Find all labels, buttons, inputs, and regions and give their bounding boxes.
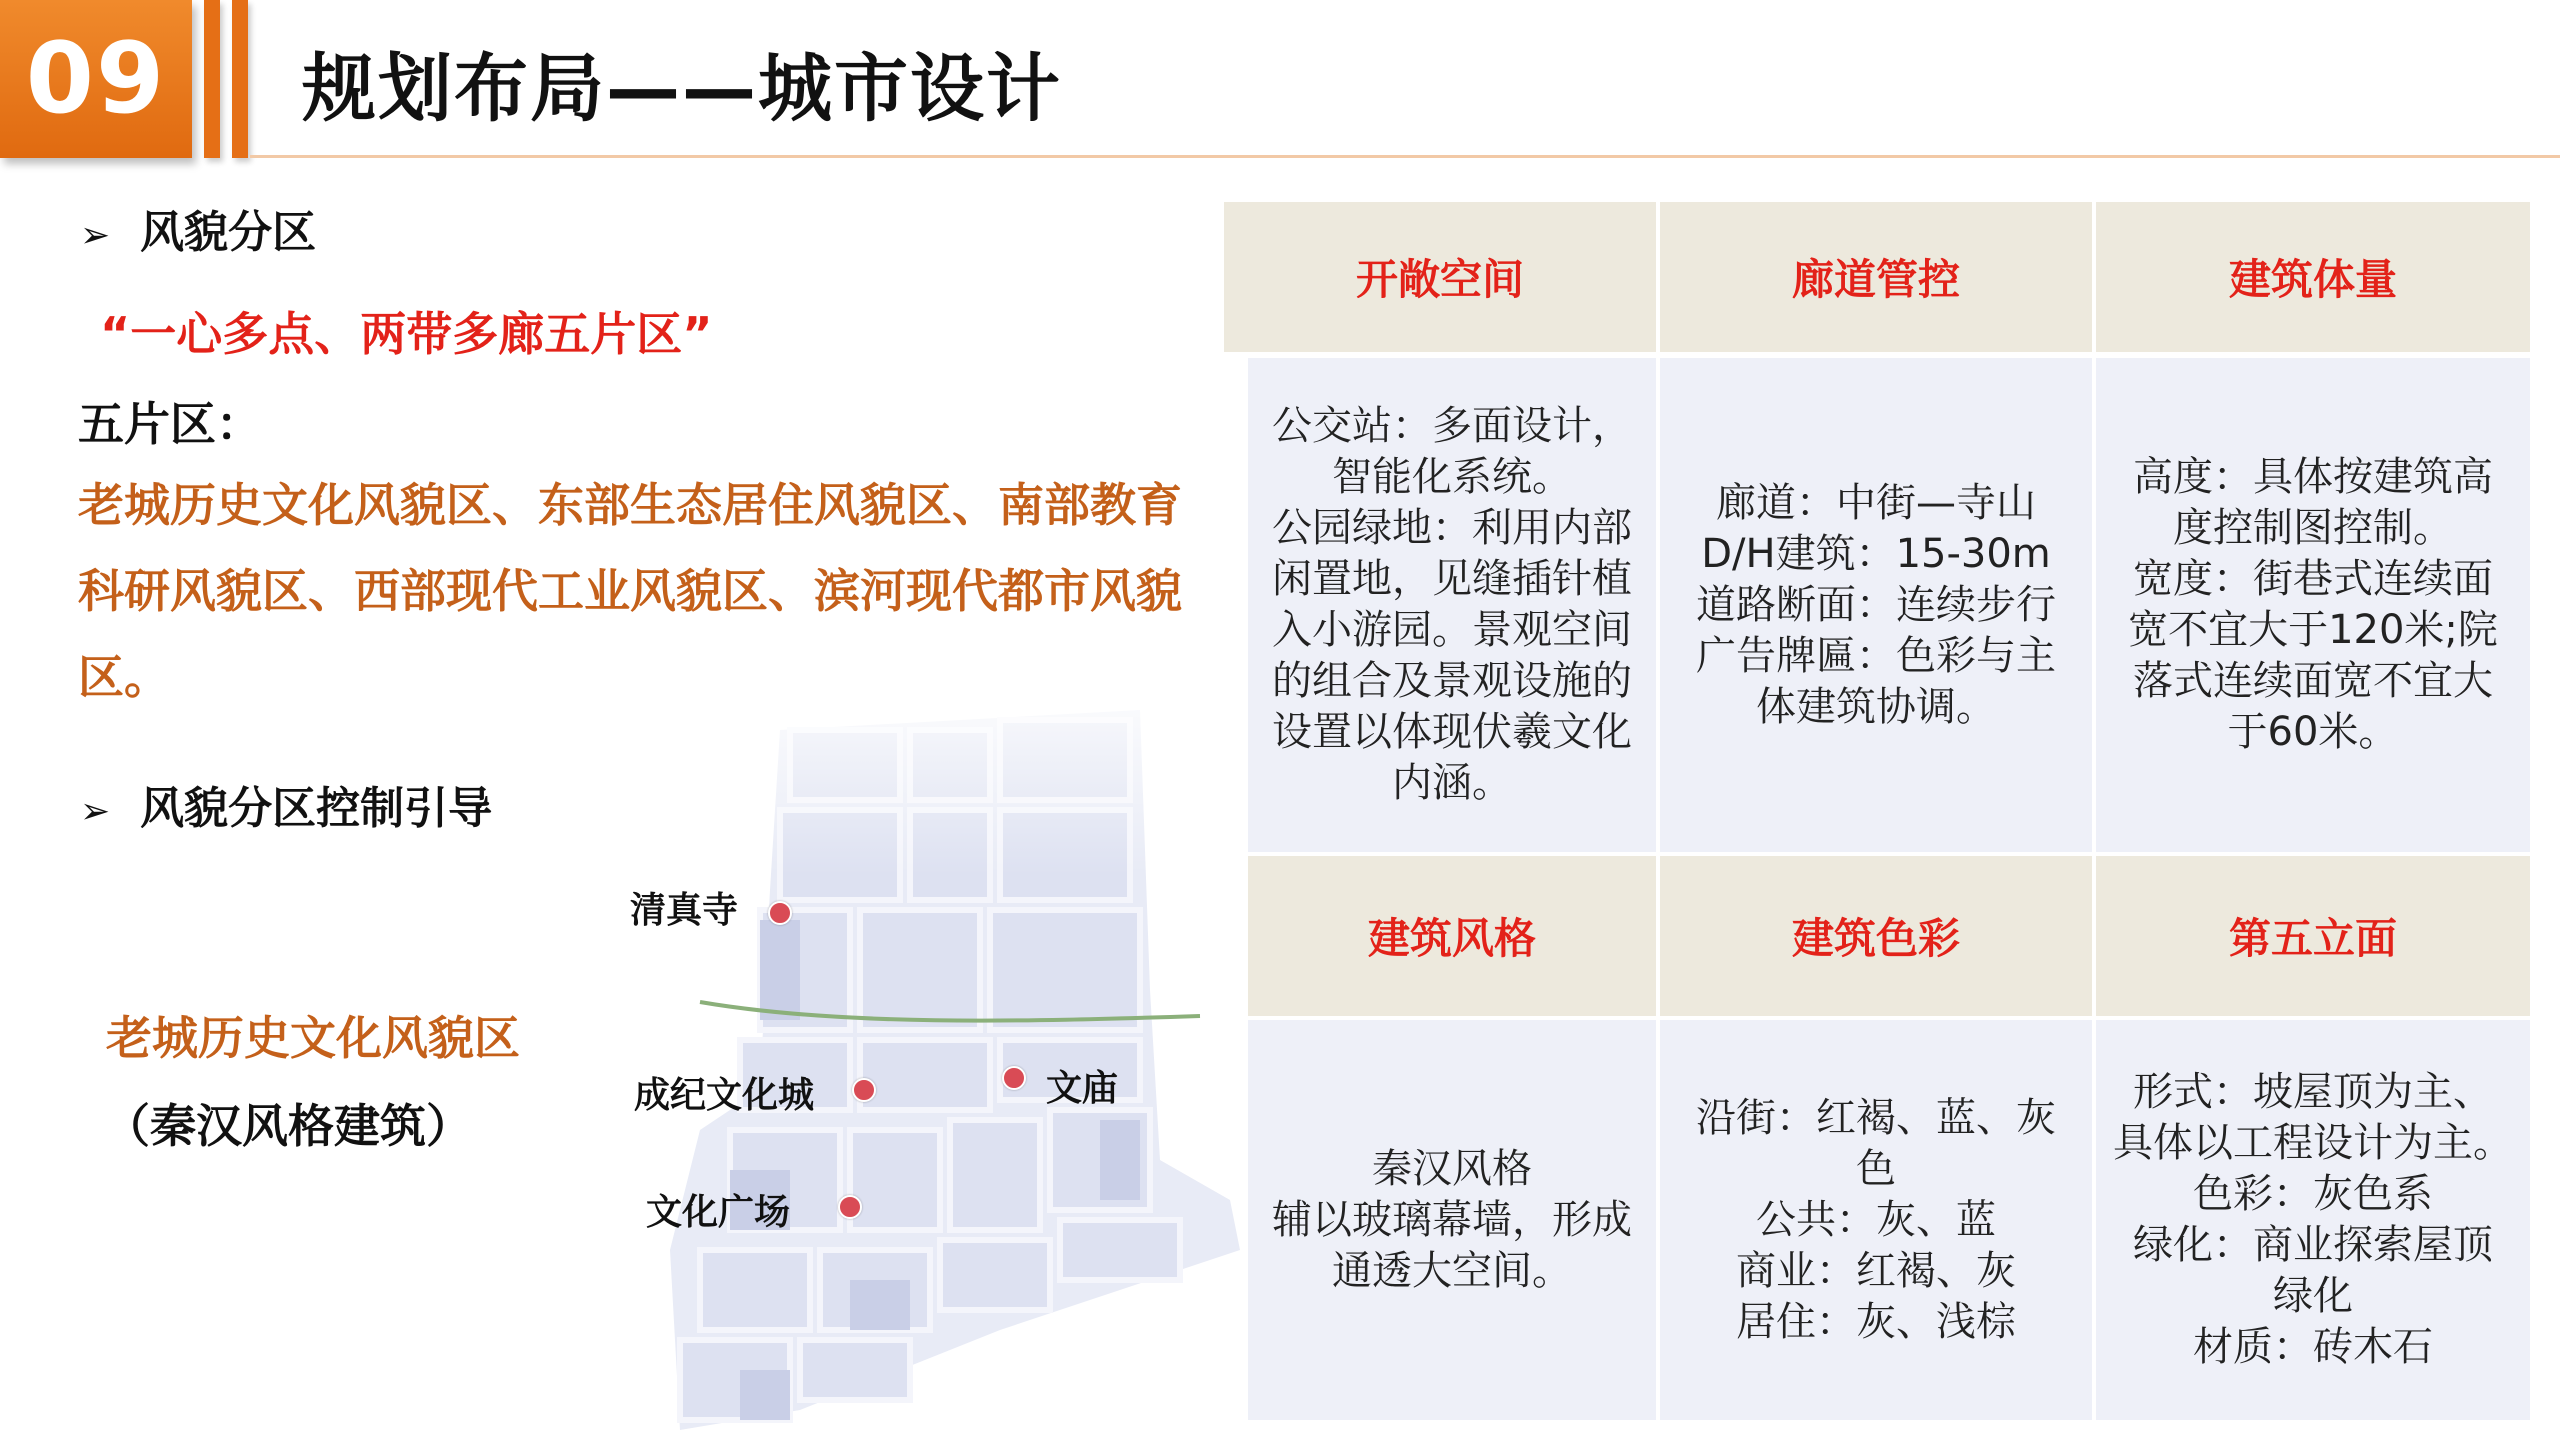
table-cell-line: 公交站：多面设计，	[1272, 403, 1632, 449]
table-cell-line: 设置以体现伏羲文化	[1272, 709, 1632, 755]
table-cell-line: 智能化系统。	[1332, 454, 1572, 500]
table-cell-line: 体建筑协调。	[1756, 683, 1996, 730]
table-cell-line: 高度：具体按建筑高	[2132, 454, 2493, 500]
table-cell-text	[2113, 1067, 2513, 1373]
table-cell-line: 广告牌匾：色彩与主	[1696, 632, 2056, 679]
table-cell-line: 公共：灰、蓝	[1756, 1196, 1996, 1243]
table-cell	[1660, 358, 2092, 852]
table-cell-line: 辅以玻璃幕墙，形成	[1272, 1196, 1632, 1243]
area-subtitle: （秦汉风格建筑）	[104, 1099, 472, 1153]
table-cell	[1248, 358, 1656, 852]
arrow-bullet-icon: ➢	[80, 791, 111, 832]
table-cell-line: 落式连续面宽不宜大	[2132, 658, 2493, 704]
table-header-cell: 开敞空间	[1224, 202, 1656, 352]
section-number-badge: 09	[0, 0, 192, 158]
header-divider	[250, 155, 2560, 158]
location-pin-icon	[852, 1078, 876, 1102]
table-cell-line: 绿化：商业探索屋顶	[2133, 1222, 2493, 1268]
table-cell-line: 绿化	[2273, 1273, 2353, 1319]
map-label-mosque: 清真寺	[630, 890, 739, 931]
table-header-cell: 建筑色彩	[1660, 856, 2092, 1016]
old-city-map	[640, 690, 1240, 1430]
location-pin-icon	[838, 1195, 862, 1219]
table-cell-line: 商业：红褐、灰	[1736, 1247, 2016, 1294]
table-cell-line: 道路断面：连续步行	[1696, 581, 2056, 628]
page-title: 规划布局——城市设计	[302, 46, 1062, 132]
table-cell	[1660, 1020, 2092, 1420]
table-cell-text	[1696, 1093, 2056, 1348]
table-header-cell: 廊道管控	[1660, 202, 2092, 352]
table-cell	[1248, 1020, 1656, 1420]
table-cell	[2096, 358, 2530, 852]
decorative-bar	[204, 0, 220, 158]
bullet-heading-zoning-guidance	[80, 772, 492, 836]
table-cell-line: 闲置地，见缝插针植	[1272, 556, 1632, 602]
table-cell-line: 宽不宜大于120米;院	[2128, 607, 2498, 653]
table-header-cell: 第五立面	[2096, 856, 2530, 1016]
arrow-bullet-icon: ➢	[80, 215, 111, 256]
bullet-heading-text: 风貌分区控制引导	[140, 783, 493, 834]
map-label-chengji: 成纪文化城	[634, 1075, 815, 1116]
table-cell	[2096, 1020, 2530, 1420]
table-cell-line: 居住：灰、浅棕	[1736, 1298, 2016, 1345]
table-cell-text	[2128, 452, 2498, 758]
table-header-cell: 建筑体量	[2096, 202, 2530, 352]
table-cell-line: 色	[1856, 1145, 1896, 1192]
bullet-heading-style-zoning	[80, 196, 316, 260]
table-cell-text	[1272, 1144, 1632, 1297]
table-cell-line: 入小游园。景观空间	[1272, 607, 1632, 653]
table-cell-line: 材质：砖木石	[2193, 1324, 2433, 1370]
table-cell-line: D/H建筑：15-30m	[1701, 530, 2051, 577]
table-cell-text	[1696, 478, 2056, 733]
table-header-cell: 建筑风格	[1248, 856, 1656, 1016]
table-cell-line: 内涵。	[1392, 760, 1512, 806]
area-name: 老城历史文化风貌区	[106, 1011, 520, 1065]
location-pin-icon	[1002, 1066, 1026, 1090]
table-cell-line: 具体以工程设计为主。	[2113, 1120, 2513, 1166]
table-cell-line: 秦汉风格	[1372, 1145, 1532, 1192]
table-cell-line: 宽度：街巷式连续面	[2132, 556, 2493, 602]
table-cell-line: 沿街：红褐、蓝、灰	[1696, 1094, 2056, 1141]
table-cell-text	[1272, 401, 1632, 809]
zones-list: 老城历史文化风貌区、东部生态居住风貌区、南部教育科研风貌区、西部现代工业风貌区、滨河现代都市风貌区。	[78, 478, 1182, 704]
table-cell-line: 通透大空间。	[1332, 1247, 1572, 1294]
bullet-heading-text: 风貌分区	[140, 207, 317, 258]
table-cell-line: 于60米。	[2227, 709, 2399, 755]
table-cell-line: 的组合及景观设施的	[1272, 658, 1632, 704]
zones-label: 五片区：	[78, 397, 262, 451]
map-label-plaza: 文化广场	[646, 1192, 791, 1233]
map-label-temple: 文庙	[1046, 1068, 1119, 1109]
location-pin-icon	[768, 901, 792, 925]
table-cell-line: 色彩：灰色系	[2193, 1171, 2433, 1217]
decorative-bar	[232, 0, 248, 158]
table-cell-line: 廊道：中街—寺山	[1716, 479, 2036, 526]
table-cell-line: 公园绿地：利用内部	[1272, 505, 1632, 551]
table-cell-line: 形式：坡屋顶为主、	[2133, 1069, 2493, 1115]
table-cell-line: 度控制图控制。	[2172, 505, 2453, 551]
slogan: “一心多点、两带多廊五片区”	[100, 307, 713, 361]
